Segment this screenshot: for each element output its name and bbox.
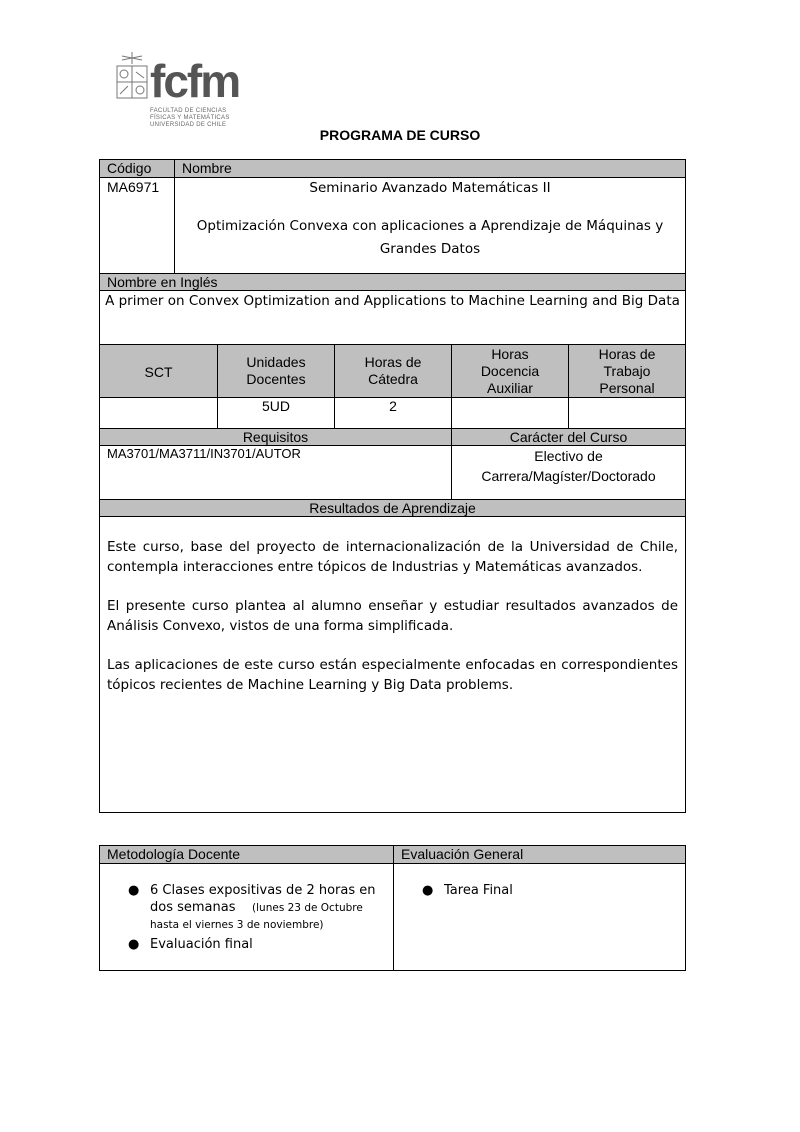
methodology-header: Metodología Docente [100,846,393,864]
methodology-item-1: ● 6 Clases expositivas de 2 horas en dos semanas (lunes 23 de Octubre hasta el viernes 3 de noviembre) [128,883,376,931]
name-header: Nombre [174,160,685,178]
course-code: MA6971 [107,179,160,195]
logo-subtitle: FACULTAD DE CIENCIAS FÍSICAS Y MATEMÁTICAS UNIVERSIDAD DE CHILE [150,108,230,128]
methodology-body [100,864,393,970]
results-paragraph-2: El presente curso plantea al alumno enseñar y estudiar resultados avanzados de Análisis Convexo, vistos de una forma simplificada. [107,598,678,634]
code-header: Código [100,160,174,178]
sct-value [100,398,217,428]
course-name-line3: Grandes Datos [379,241,481,257]
course-table [99,159,686,813]
results-paragraph-3: Las aplicaciones de este curso están especialmente enfocadas en correspondientes tópicos recientes de Machine Learning y Big Data problems. [107,657,678,693]
course-name-line2: Optimización Convexa con aplicaciones a Aprendizaje de Máquinas y [196,218,664,234]
logo-wordmark: fcfm [150,55,240,107]
methodology-item-2: ● Evaluación final [128,937,253,952]
evaluation-header: Evaluación General [393,846,685,864]
character-header: Carácter del Curso [451,428,685,446]
ud-header: Unidades Docentes [217,344,334,398]
character-value: Electivo de Carrera/Magíster/Doctorado [451,446,685,499]
results-paragraph-1: Este curso, base del proyecto de internacionalización de la Universidad de Chile, contempla interacciones entre tópicos de Industrias y Matemáticas avanzados. [107,539,678,575]
university-seal-icon [112,50,152,106]
results-header: Resultados de Aprendizaje [100,499,685,517]
english-name-header: Nombre en Inglés [100,273,685,291]
htp-value [568,398,685,428]
htp-header: Horas de Trabajo Personal [568,344,685,398]
course-name-line1: Seminario Avanzado Matemáticas II [309,180,551,196]
page-title: PROGRAMA DE CURSO [319,127,481,143]
requirements-header: Requisitos [100,428,451,446]
hda-value [451,398,568,428]
course-name [174,178,685,273]
methodology-table [99,845,686,971]
ud-value: 5UD [217,398,334,428]
evaluation-item-1: ● Tarea Final [422,883,513,898]
evaluation-body [393,864,685,970]
results-body [100,517,685,812]
english-name: A primer on Convex Optimization and Applications to Machine Learning and Big Data [105,293,680,309]
hc-header: Horas de Cátedra [334,344,451,398]
hc-value: 2 [334,398,451,428]
sct-header: SCT [100,344,217,398]
hda-header: Horas Docencia Auxiliar [451,344,568,398]
requirements-value: MA3701/MA3711/IN3701/AUTOR [107,446,301,461]
